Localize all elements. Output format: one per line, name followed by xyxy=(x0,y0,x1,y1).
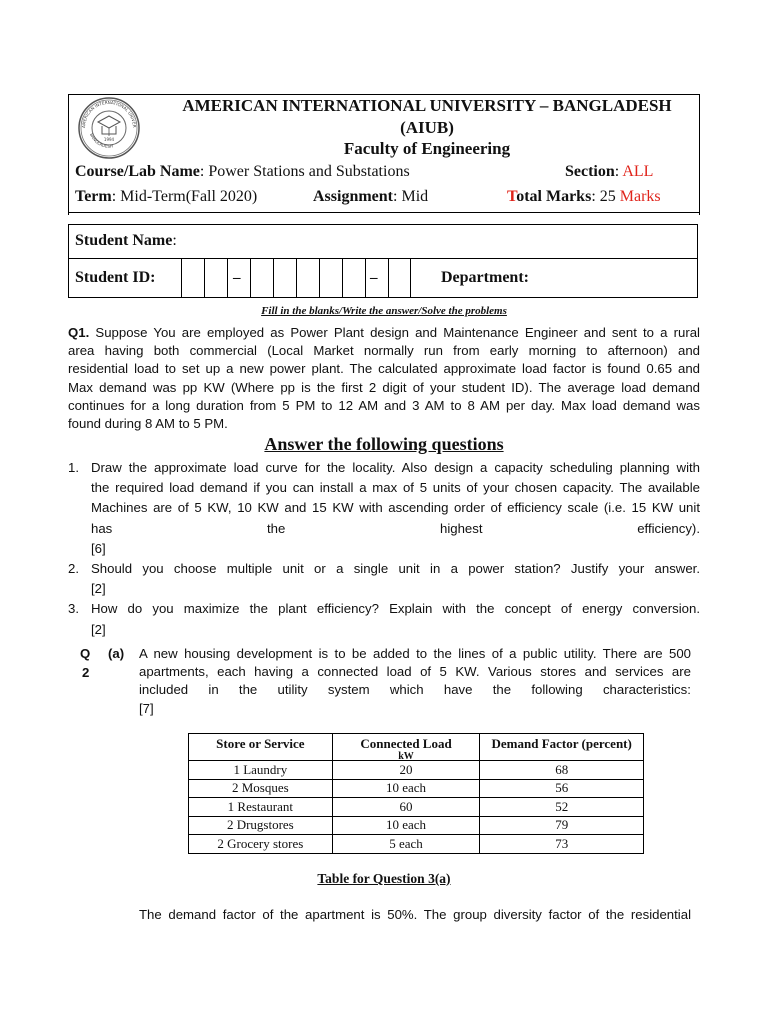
q1-line: Suppose You are employed as Power Plant design and Maintenance Engineer and sent to a rural xyxy=(89,325,700,340)
table-cell: 52 xyxy=(480,798,644,817)
q1-block xyxy=(68,324,700,433)
question-line xyxy=(91,519,700,539)
course-value: : Power Stations and Substations xyxy=(199,163,410,180)
word: characteristics: xyxy=(602,682,691,698)
table-cell: 73 xyxy=(480,835,644,854)
faculty-name: Faculty of Engineering xyxy=(343,139,511,158)
table-header-row xyxy=(189,734,644,761)
id-digit-box[interactable] xyxy=(388,258,411,298)
seal-year: 1994 xyxy=(103,137,115,142)
questions-list xyxy=(68,458,700,640)
total-marks-t: T xyxy=(507,188,517,205)
q2-part: (a) xyxy=(108,646,125,661)
word: have xyxy=(443,682,473,698)
department-label: Department: xyxy=(441,269,529,286)
table-cell: 1 Laundry xyxy=(189,761,333,780)
question-1 xyxy=(68,458,700,559)
total-marks-value: : 25 xyxy=(591,188,620,205)
university-seal-logo xyxy=(76,96,142,160)
table-cell: 2 Drugstores xyxy=(189,816,333,835)
q2-number: 2 xyxy=(82,665,90,680)
term-label: Term xyxy=(75,188,112,205)
question-number: 2. xyxy=(68,561,79,577)
id-digit-box[interactable] xyxy=(273,258,296,298)
word: highest xyxy=(439,520,483,536)
question-marks: [2] xyxy=(91,621,106,637)
q1-line: residential load to set up a new power plant. The calculated approximate load factor is found 0.65 and xyxy=(68,361,700,377)
word: efficiency). xyxy=(637,520,700,536)
total-marks-label: otal Marks xyxy=(516,188,592,205)
assignment-label: Assignment xyxy=(313,188,394,205)
id-dash-2: – xyxy=(370,270,378,286)
term-value: : Mid-Term(Fall 2020) xyxy=(111,188,258,205)
last-paragraph-line: The demand factor of the apartment is 50%. The group diversity factor of the residential xyxy=(139,907,691,922)
q1-line: found during 8 AM to 5 PM. xyxy=(68,416,228,432)
table-cell: 56 xyxy=(480,779,644,798)
question-marks: [2] xyxy=(91,581,106,597)
q1-label: Q1. xyxy=(68,325,90,340)
question-line: the required load demand if you can install a max of 5 units of your chosen capacity. The available xyxy=(91,480,700,496)
id-dash-1: – xyxy=(233,270,241,286)
svg-text:AMERICAN INTERNATIONAL UNIVERS xyxy=(76,96,137,128)
table-cell: 20 xyxy=(332,761,480,780)
q2-marks: [7] xyxy=(139,700,154,716)
term-row xyxy=(75,188,257,206)
total-marks-row xyxy=(507,188,661,206)
table-cell: 60 xyxy=(332,798,480,817)
q2-line xyxy=(139,681,691,699)
word: has xyxy=(91,520,113,536)
answer-heading: Answer the following questions xyxy=(264,434,504,454)
question-number: 3. xyxy=(68,601,79,617)
table-cell: 1 Restaurant xyxy=(189,798,333,817)
q2-line: apartments, each having a connected load of 5 KW. Various stores and services are xyxy=(139,664,691,680)
table-header-text: Connected Load xyxy=(360,736,452,751)
q2-line: A new housing development is to be added to the lines of a public utility. There are 500 xyxy=(139,646,691,661)
q1-line: area having both commercial (Local Market normally run from early morning to afternoon) and xyxy=(68,343,700,359)
table-cell: 68 xyxy=(480,761,644,780)
word: included xyxy=(139,682,189,698)
table-row xyxy=(189,816,644,835)
word: following xyxy=(531,682,583,698)
id-digit-box[interactable] xyxy=(319,258,342,298)
assignment-row xyxy=(313,188,428,206)
table-header-sub: kW xyxy=(398,751,414,761)
word: the xyxy=(492,682,512,698)
course-row xyxy=(75,163,410,181)
seal-text-bottom: BANGLADESH xyxy=(89,132,114,149)
id-digit-box[interactable] xyxy=(342,258,365,298)
id-digit-box[interactable] xyxy=(296,258,319,298)
question-line: How do you maximize the plant efficiency? Explain with the concept of energy conversion. xyxy=(91,601,700,617)
id-digit-box[interactable] xyxy=(250,258,273,298)
word: system xyxy=(327,682,370,698)
q1-line: continues for a long duration from 5 PM to 12 AM and 3 AM to 8 AM per day. Max load demand was xyxy=(68,397,700,413)
total-marks-unit: Marks xyxy=(619,188,661,205)
section-row xyxy=(565,163,653,181)
table-header xyxy=(332,734,480,761)
q2-label: Q xyxy=(80,646,91,661)
word: in xyxy=(208,682,219,698)
question-line: Machines are of 5 KW, 10 KW and 15 KW with ascending order of efficiency scale (i.e. 15 KW unit xyxy=(91,500,700,516)
table-row xyxy=(189,779,644,798)
question-line: Should you choose multiple unit or a single unit in a power station? Justify your answer. xyxy=(91,561,700,577)
question-number: 1. xyxy=(68,460,79,475)
table-header: Store or Service xyxy=(189,734,333,761)
student-name-label: Student Name xyxy=(75,232,173,249)
section-colon: : xyxy=(614,163,623,180)
section-label: Section xyxy=(565,163,615,180)
load-table xyxy=(188,733,644,854)
university-abbrev: (AIUB) xyxy=(400,118,454,137)
table-row xyxy=(189,798,644,817)
id-digit-box[interactable] xyxy=(204,258,227,298)
table-cell: 2 Grocery stores xyxy=(189,835,333,854)
table-cell: 10 each xyxy=(332,816,480,835)
student-name-row xyxy=(75,232,177,250)
question-line: Draw the approximate load curve for the locality. Also design a capacity scheduling planning with xyxy=(91,460,700,475)
table-caption: Table for Question 3(a) xyxy=(317,871,451,886)
table-header: Demand Factor (percent) xyxy=(480,734,644,761)
question-2 xyxy=(68,559,700,599)
question-3 xyxy=(68,599,700,639)
id-digit-box[interactable] xyxy=(181,258,204,298)
course-label: Course/Lab Name xyxy=(75,163,200,180)
section-value: ALL xyxy=(622,163,654,180)
seal-text-top: AMERICAN INTERNATIONAL UNIVER xyxy=(80,99,138,129)
header-divider xyxy=(68,212,700,213)
question-marks: [6] xyxy=(91,540,106,556)
word: which xyxy=(389,682,424,698)
student-id-label: Student ID: xyxy=(75,269,156,286)
table-cell: 79 xyxy=(480,816,644,835)
table-cell: 2 Mosques xyxy=(189,779,333,798)
table-row xyxy=(189,761,644,780)
table-row xyxy=(189,835,644,854)
word: the xyxy=(266,520,286,536)
word: the xyxy=(238,682,258,698)
table-cell: 10 each xyxy=(332,779,480,798)
student-name-colon: : xyxy=(172,232,177,249)
q1-line: Max demand was pp KW (Where pp is the first 2 digit of your student ID). The average load demand xyxy=(68,379,700,395)
university-name: AMERICAN INTERNATIONAL UNIVERSITY – BANGLADESH xyxy=(182,96,672,115)
table-cell: 5 each xyxy=(332,835,480,854)
assignment-value: : Mid xyxy=(393,188,429,205)
instructions: Fill in the blanks/Write the answer/Solve the problems xyxy=(261,305,507,317)
q2-block xyxy=(139,645,691,718)
word: utility xyxy=(277,682,308,698)
